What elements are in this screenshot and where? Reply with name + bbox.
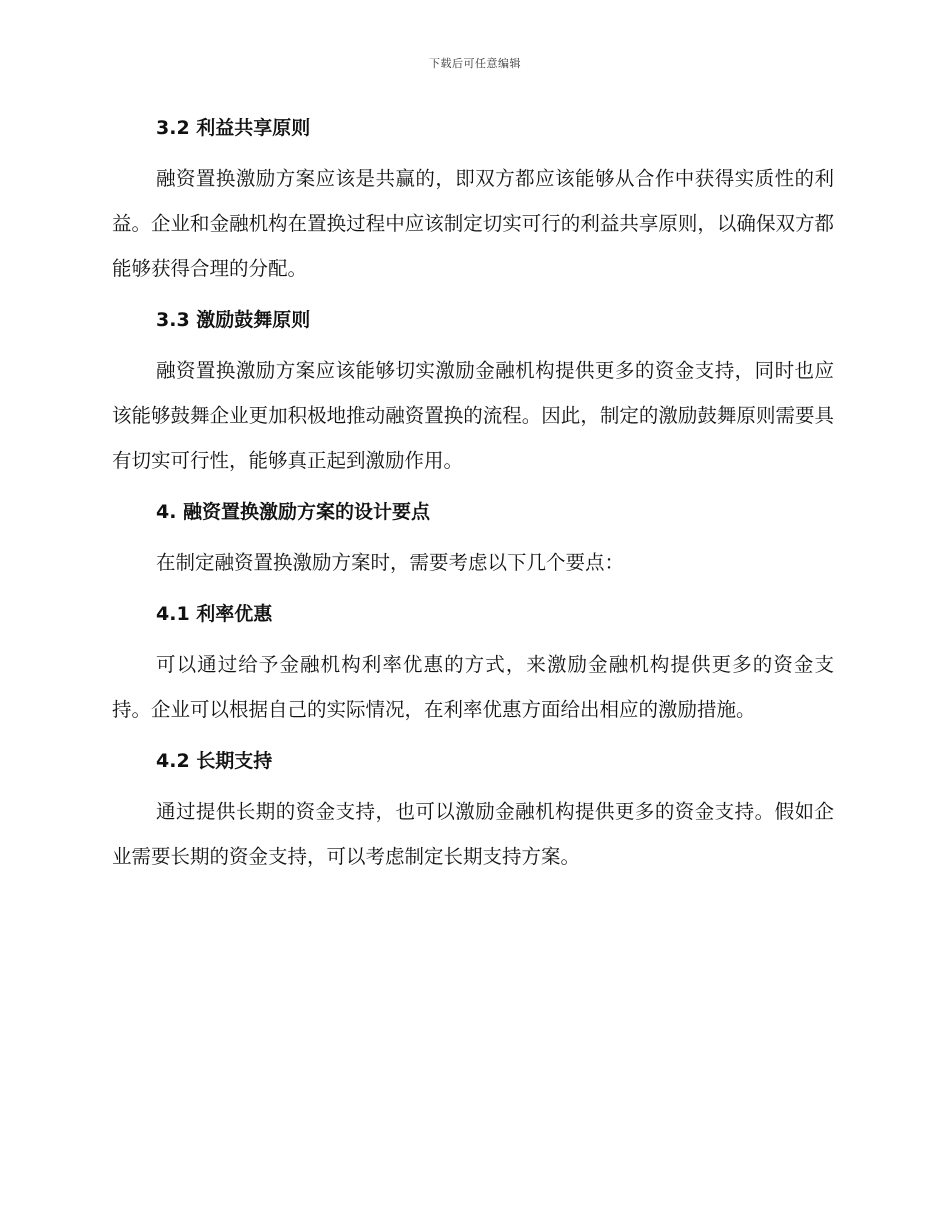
section-heading: 4.1 利率优惠 (156, 603, 273, 625)
section-4-1 (112, 598, 834, 732)
section-4-2 (112, 745, 834, 879)
section-3-2 (112, 112, 834, 291)
section-paragraph: 融资置换激励方案应该是共赢的，即双方都应该能够从合作中获得实质性的利益。企业和金融机构在置换过程中应该制定切实可行的利益共享原则，以确保双方都能够获得合理的分配。 (112, 167, 834, 280)
section-heading: 3.3 激励鼓舞原则 (156, 309, 311, 331)
section-paragraph: 在制定融资置换激励方案时，需要考虑以下几个要点： (156, 551, 625, 574)
section-heading: 4.2 长期支持 (156, 750, 273, 772)
section-heading: 4. 融资置换激励方案的设计要点 (156, 501, 431, 523)
section-paragraph: 通过提供长期的资金支持，也可以激励金融机构提供更多的资金支持。假如企业需要长期的资金支持，可以考虑制定长期支持方案。 (112, 800, 834, 868)
section-paragraph: 融资置换激励方案应该能够切实激励金融机构提供更多的资金支持，同时也应该能够鼓舞企业更加积极地推动融资置换的流程。因此，制定的激励鼓舞原则需要具有切实可行性，能够真正起到激励作用。 (112, 359, 834, 472)
section-paragraph: 可以通过给予金融机构利率优惠的方式，来激励金融机构提供更多的资金支持。企业可以根据自己的实际情况，在利率优惠方面给出相应的激励措施。 (112, 653, 834, 721)
page-header: 下载后可任意编辑 (429, 57, 521, 70)
section-4 (112, 496, 834, 585)
section-3-3 (112, 304, 834, 483)
section-heading: 3.2 利益共享原则 (156, 117, 311, 139)
document-body (112, 112, 834, 879)
